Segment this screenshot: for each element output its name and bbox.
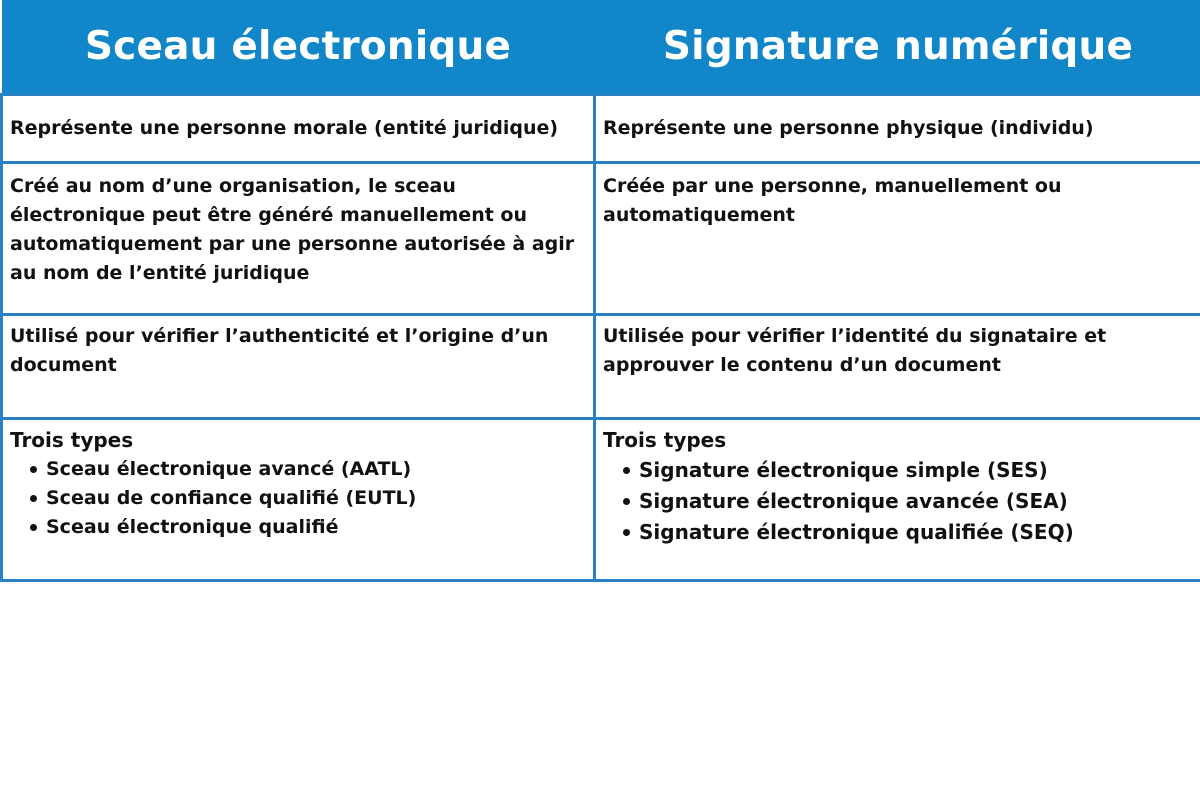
signature-cell-usage: Utilisée pour vérifier l’identité du signataire et approuver le contenu d’un document <box>595 315 1200 419</box>
seal-cell-creation: Créé au nom d’une organisation, le sceau électronique peut être généré manuellement ou automatiquement par une personne autorisée à agir au nom de l’entité juridique <box>2 163 595 315</box>
list-item: Signature électronique avancée (SEA) <box>639 486 1194 517</box>
list-item: Signature électronique simple (SES) <box>639 455 1194 486</box>
signature-cell-represents: Représente une personne physique (individu) <box>595 95 1200 163</box>
seal-types-title: Trois types <box>10 428 134 452</box>
header-row <box>2 0 1200 95</box>
signature-types-list <box>603 455 1194 548</box>
list-item: Sceau de confiance qualifié (EUTL) <box>46 484 587 513</box>
table-body <box>2 95 1200 581</box>
signature-types-title: Trois types <box>603 428 727 452</box>
table-row <box>2 95 1200 163</box>
seal-cell-types <box>2 419 595 581</box>
header-digital-signature: Signature numérique <box>595 0 1200 95</box>
signature-cell-creation: Créée par une personne, manuellement ou automatiquement <box>595 163 1200 315</box>
table-row <box>2 419 1200 581</box>
seal-cell-represents: Représente une personne morale (entité juridique) <box>2 95 595 163</box>
seal-cell-usage: Utilisé pour vérifier l’authenticité et l’origine d’un document <box>2 315 595 419</box>
header-electronic-seal: Sceau électronique <box>2 0 595 95</box>
table-header <box>2 0 1200 95</box>
list-item: Signature électronique qualifiée (SEQ) <box>639 517 1194 548</box>
table-row <box>2 163 1200 315</box>
table-row <box>2 315 1200 419</box>
signature-cell-types <box>595 419 1200 581</box>
seal-types-list <box>10 455 587 542</box>
list-item: Sceau électronique qualifié <box>46 513 587 542</box>
list-item: Sceau électronique avancé (AATL) <box>46 455 587 484</box>
